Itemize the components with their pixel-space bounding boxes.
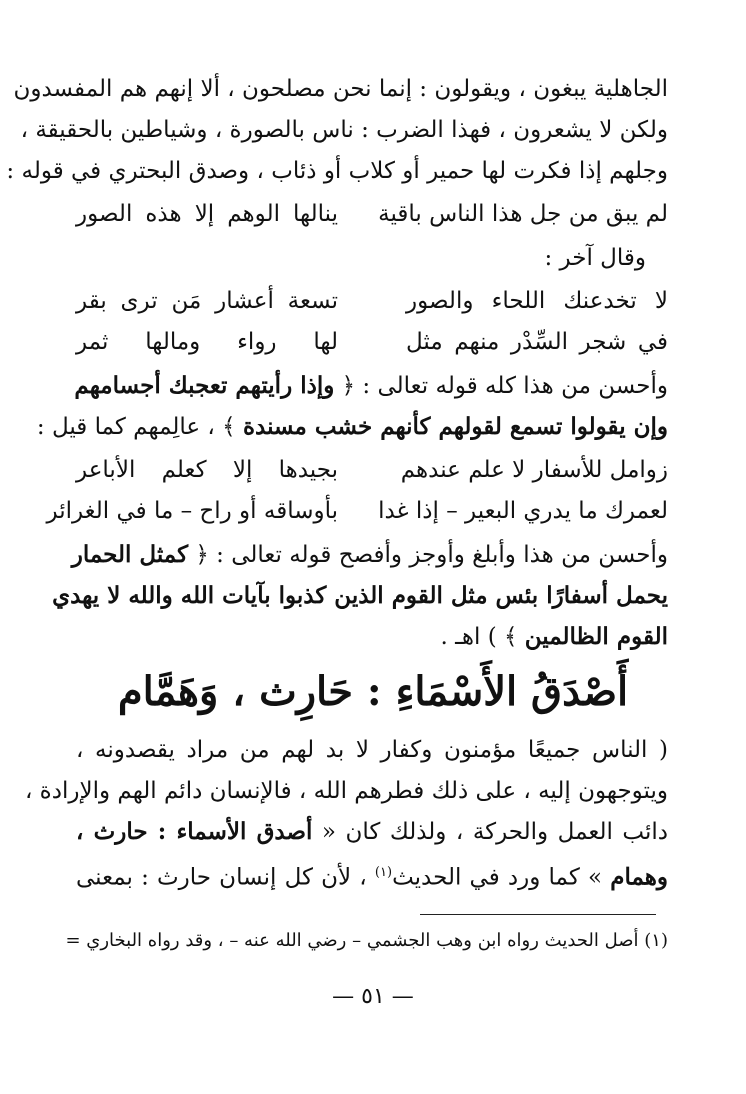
text-line: وجلهم إذا فكرت لها حمير أو كلاب أو ذئاب ، وصدق البحتري في قوله :	[6, 158, 668, 184]
footnote: (١) أصل الحديث رواه ابن وهب الجشمي – رضي الله عنه – ، وقد رواه البخاري =	[65, 930, 668, 951]
verse-first-hemistich: لا تخدعنك اللحاء والصور	[406, 288, 668, 314]
verse-second-hemistich: لها رواء ومالها ثمر	[76, 329, 338, 355]
text-line: وقال آخر :	[544, 245, 646, 271]
verse-line	[76, 454, 668, 486]
text-line: القوم الظالمين ﴾ ) اهـ .	[440, 623, 668, 650]
text-line: دائب العمل والحركة ، ولذلك كان « أصدق الأسماء : حارث ،	[76, 818, 668, 845]
verse-first-hemistich: لعمرك ما يدري البعير – إذا غدا	[378, 498, 668, 524]
text-line: وأحسن من هذا كله قوله تعالى : ﴿ وإذا رأيتهم تعجبك أجسامهم	[74, 372, 668, 399]
verse-second-hemistich: ينالها الوهم إلا هذه الصور	[76, 201, 338, 227]
footnote-divider	[420, 914, 656, 915]
verse-second-hemistich: بجيدها إلا كعلم الأباعر	[76, 457, 338, 483]
hadith-quote: وهمام	[610, 863, 669, 891]
text-line: وإن يقولوا تسمع لقولهم كأنهم خشب مسندة ﴾ ، عالِمهم كما قيل :	[36, 413, 668, 440]
text-line: ( الناس جميعًا مؤمنون وكفار لا بد لهم من مراد يقصدونه ،	[76, 737, 668, 763]
verse-second-hemistich: تسعة أعشار مَن ترى بقر	[76, 288, 338, 314]
quran-quote: كمثل الحمار	[71, 541, 189, 568]
text-line: الجاهلية يبغون ، ويقولون : إنما نحن مصلحون ، ألا إنهم هم المفسدون	[13, 76, 668, 102]
quran-quote: وإذا رأيتهم تعجبك أجسامهم	[74, 372, 335, 399]
verse-line	[76, 326, 668, 358]
text-line: ولكن لا يشعرون ، فهذا الضرب : ناس بالصورة ، وشياطين بالحقيقة ،	[20, 117, 668, 143]
verse-line	[76, 285, 668, 317]
quran-quote: القوم الظالمين	[524, 623, 668, 650]
verse-line	[46, 495, 668, 527]
footnote-marker[interactable]: (١)	[374, 865, 393, 880]
text-line: وهمام » كما ورد في الحديث$^{(١)}$ ، لأن كل إنسان حارث : بمعنى	[76, 863, 669, 891]
section-title: أَصْدَقُ الأَسْمَاءِ : حَارِث ، وَهَمَّام	[117, 668, 629, 715]
text-line: وأحسن من هذا وأبلغ وأوجز وأفصح قوله تعالى : ﴿ كمثل الحمار	[71, 541, 668, 568]
hadith-quote: أصدق الأسماء : حارث ،	[76, 818, 313, 845]
page-number: — ٥١ —	[332, 984, 414, 1009]
verse-first-hemistich: في شجر السِّدْر منهم مثل	[406, 329, 668, 355]
verse-line	[76, 198, 668, 230]
quran-quote: يحمل أسفارًا بئس مثل القوم الذين كذبوا بآيات الله والله لا يهدي	[52, 582, 668, 609]
text-line: ويتوجهون إليه ، على ذلك فطرهم الله ، فالإنسان دائم الهم والإرادة ،	[24, 778, 668, 804]
verse-second-hemistich: بأوساقه أو راح – ما في الغرائر	[46, 498, 338, 524]
verse-first-hemistich: زوامل للأسفار لا علم عندهم	[400, 457, 668, 483]
quran-quote: وإن يقولوا تسمع لقولهم كأنهم خشب مسندة	[242, 413, 668, 440]
verse-first-hemistich: لم يبق من جل هذا الناس باقية	[378, 201, 668, 227]
